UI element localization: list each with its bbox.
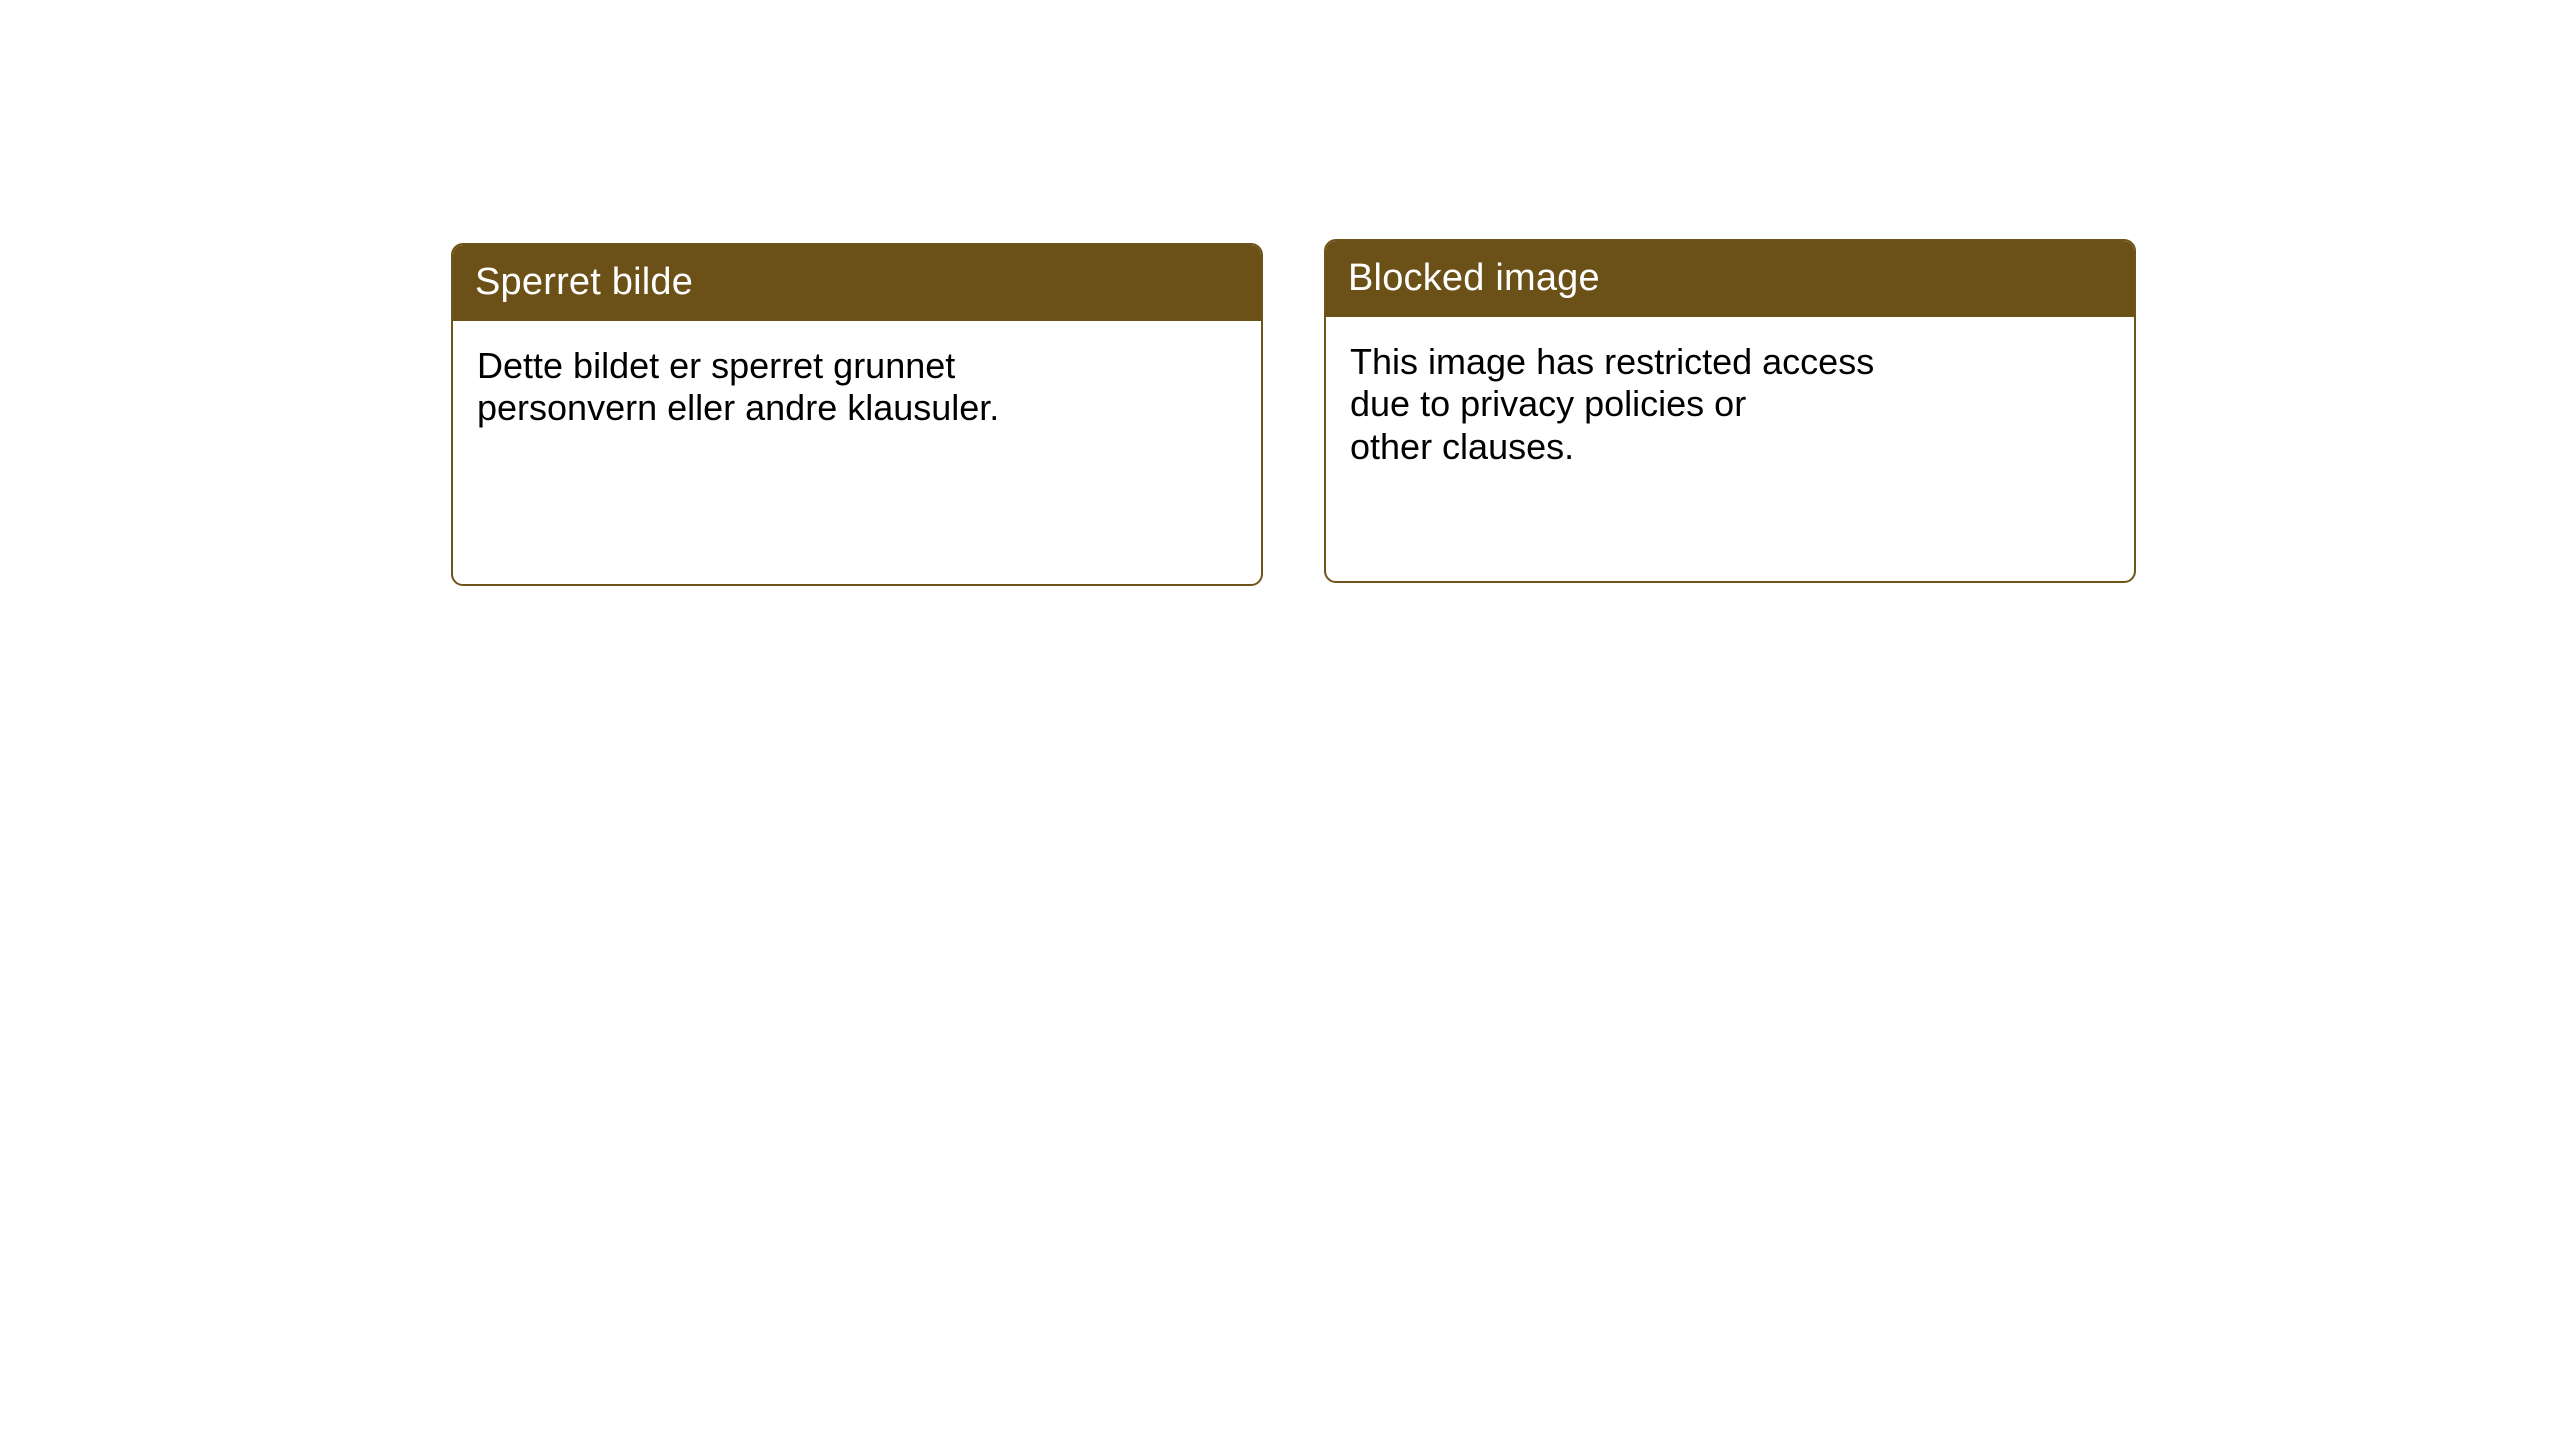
card-body-line: other clauses. — [1350, 425, 1575, 467]
card-title-no: Sperret bilde — [453, 245, 1261, 321]
card-body-line: personvern eller andre klausuler. — [477, 387, 1000, 429]
card-body-line: due to privacy policies or — [1350, 383, 1747, 425]
blocked-image-notice-card-en — [1324, 239, 2136, 583]
card-body-line: This image has restricted access — [1350, 341, 1875, 382]
card-title-en: Blocked image — [1326, 241, 2134, 317]
card-body-en — [1326, 317, 2134, 468]
card-body-line: Dette bildet er sperret grunnet — [477, 345, 956, 386]
blocked-image-notice-card-no — [451, 243, 1263, 586]
card-body-no — [453, 321, 1261, 430]
